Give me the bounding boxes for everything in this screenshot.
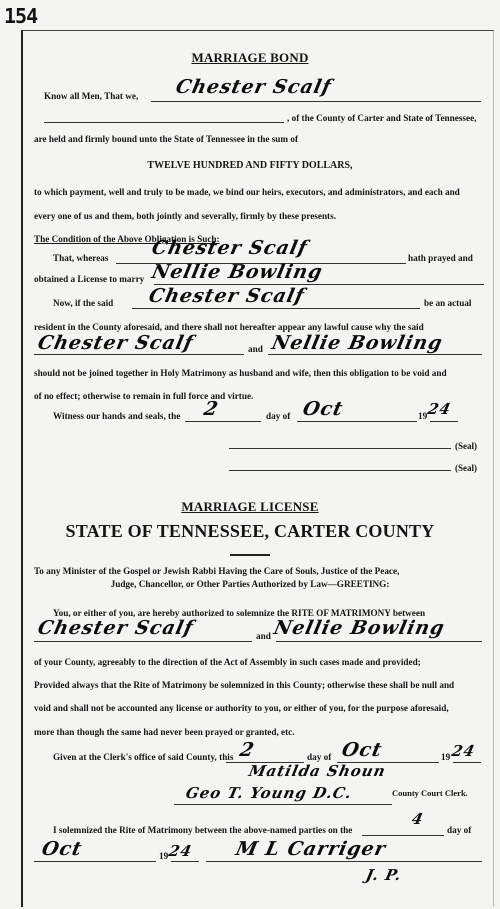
handwritten-bond-month: Oct [300,398,346,420]
groom-line-3 [34,354,244,355]
obtained-text: obtained a License to marry [34,274,145,284]
seal-label-2: (Seal) [455,463,477,473]
bond-day-of-text: day of [266,411,291,421]
bond-year-prefix: 19 [418,411,428,421]
of-your-county-text: of your County, agreeably to the direction of the Act of Assembly in such cases made and provided; [34,657,421,667]
more-than-text: more than though the same had never been prayed or granted, etc. [34,727,295,737]
handwritten-groom-2: Chester Scalf [146,285,307,307]
sol-month-line [34,861,156,862]
county-line-text: , of the County of Carter and State of Tennessee, [287,113,477,123]
principal-line-2 [44,122,284,123]
handwritten-license-groom: Chester Scalf [35,617,196,639]
handwritten-officiant: M L Carriger [233,838,389,860]
solemnized-text: I solemnized the Rite of Matrimony between the above-named parties on the [53,825,353,835]
handwritten-bride-1: Nellie Bowling [149,261,325,283]
bond-day-line [185,421,261,422]
handwritten-sol-year: 24 [167,842,194,860]
sum-text: TWELVE HUNDRED AND FIFTY DOLLARS, [147,160,353,171]
handwritten-license-month: Oct [339,739,385,761]
handwritten-bond-day: 2 [201,398,221,420]
bond-month-line [297,421,417,422]
page-number: 154 [4,4,38,28]
payment-text-1: to which payment, well and truly to be made, we bind our heirs, executors, and administrators, and each and [34,187,460,197]
sol-year-prefix: 19 [159,851,169,861]
handwritten-bride-2: Nellie Bowling [269,332,445,354]
handwritten-license-day: 2 [237,739,257,761]
handwritten-sol-month: Oct [39,838,85,860]
you-either-text: You, or either of you, are hereby authorized to solemnize the RITE OF MATRIMONY between [53,608,426,618]
bound-text: are held and firmly bound unto the State of Tennessee in the sum of [34,134,298,144]
sol-day-line [362,835,444,836]
principal-line [151,101,481,102]
void-text: void and shall not be accounted any license or authority to you, or either of you, for the purpose aforesaid, [34,703,449,713]
no-effect-text: of no effect; otherwise to remain in full force and virtue. [34,391,254,401]
sol-year-line [171,861,199,862]
handwritten-clerk-signature: Matilda Shoun [247,762,388,780]
be-actual-text: be an actual [424,298,472,308]
license-bride-line [276,641,482,642]
should-not-text: should not be joined together in Holy Matrimony as husband and wife, then this obligation to be void and [34,368,447,378]
know-all-text: Know all Men, That we, [44,91,139,101]
heading-rule [230,554,270,556]
provided-text: Provided always that the Rite of Matrimony be solemnized in this County; otherwise these shall be null and [34,680,455,690]
clerk-line [174,804,392,805]
clerk-label: County Court Clerk. [392,788,468,798]
handwritten-license-year: 24 [450,742,477,760]
bond-title: MARRIAGE BOND [191,50,309,65]
handwritten-principal: Chester Scalf [173,76,334,98]
license-state-heading: STATE OF TENNESSEE, CARTER COUNTY [65,521,435,541]
handwritten-sol-day: 4 [410,810,426,828]
license-title: MARRIAGE LICENSE [181,499,319,514]
witness-text: Witness our hands and seals, the [53,411,181,421]
bond-and-text: and [248,344,263,354]
handwritten-deputy-signature: Geo T. Young D.C. [184,784,354,802]
handwritten-groom-1: Chester Scalf [149,237,310,259]
license-year-line [453,762,481,763]
seal-label-1: (Seal) [455,441,477,451]
now-if-line [132,308,420,309]
payment-text-2: every one of us and them, both jointly and severally, firmly by these presents. [34,211,336,221]
to-any-text-1: To any Minister of the Gospel or Jewish Rabbi Having the Care of Souls, Justice of the Peace, [34,566,400,576]
bride-line-2 [268,354,482,355]
license-day-of-text: day of [307,752,332,762]
seal-line-2 [229,470,451,471]
handwritten-license-bride: Nellie Bowling [271,617,447,639]
handwritten-officiant-title: J. P. [364,866,404,884]
bond-year-line [430,421,458,422]
now-if-text: Now, if the said [53,298,114,308]
officiant-line [206,861,482,862]
marriage-record-page [4,4,496,907]
resident-text: resident in the County aforesaid, and there shall not hereafter appear any lawful cause why the said [34,322,424,332]
to-any-text-2: Judge, Chancellor, or Other Parties Authorized by Law—GREETING: [110,579,390,589]
handwritten-bond-year: 24 [426,400,453,418]
sol-day-of-text: day of [447,825,472,835]
seal-line-1 [229,448,451,449]
hath-prayed-text: hath prayed and [408,253,473,263]
given-at-text: Given at the Clerk's office of said County, this [53,752,234,762]
license-year-prefix: 19 [441,752,451,762]
handwritten-groom-3: Chester Scalf [35,332,196,354]
whereas-text: That, whereas [53,253,109,263]
license-and-text: and [256,631,271,641]
condition-text: The Condition of the Above Obligation is Such: [34,234,220,244]
license-groom-line [34,641,252,642]
